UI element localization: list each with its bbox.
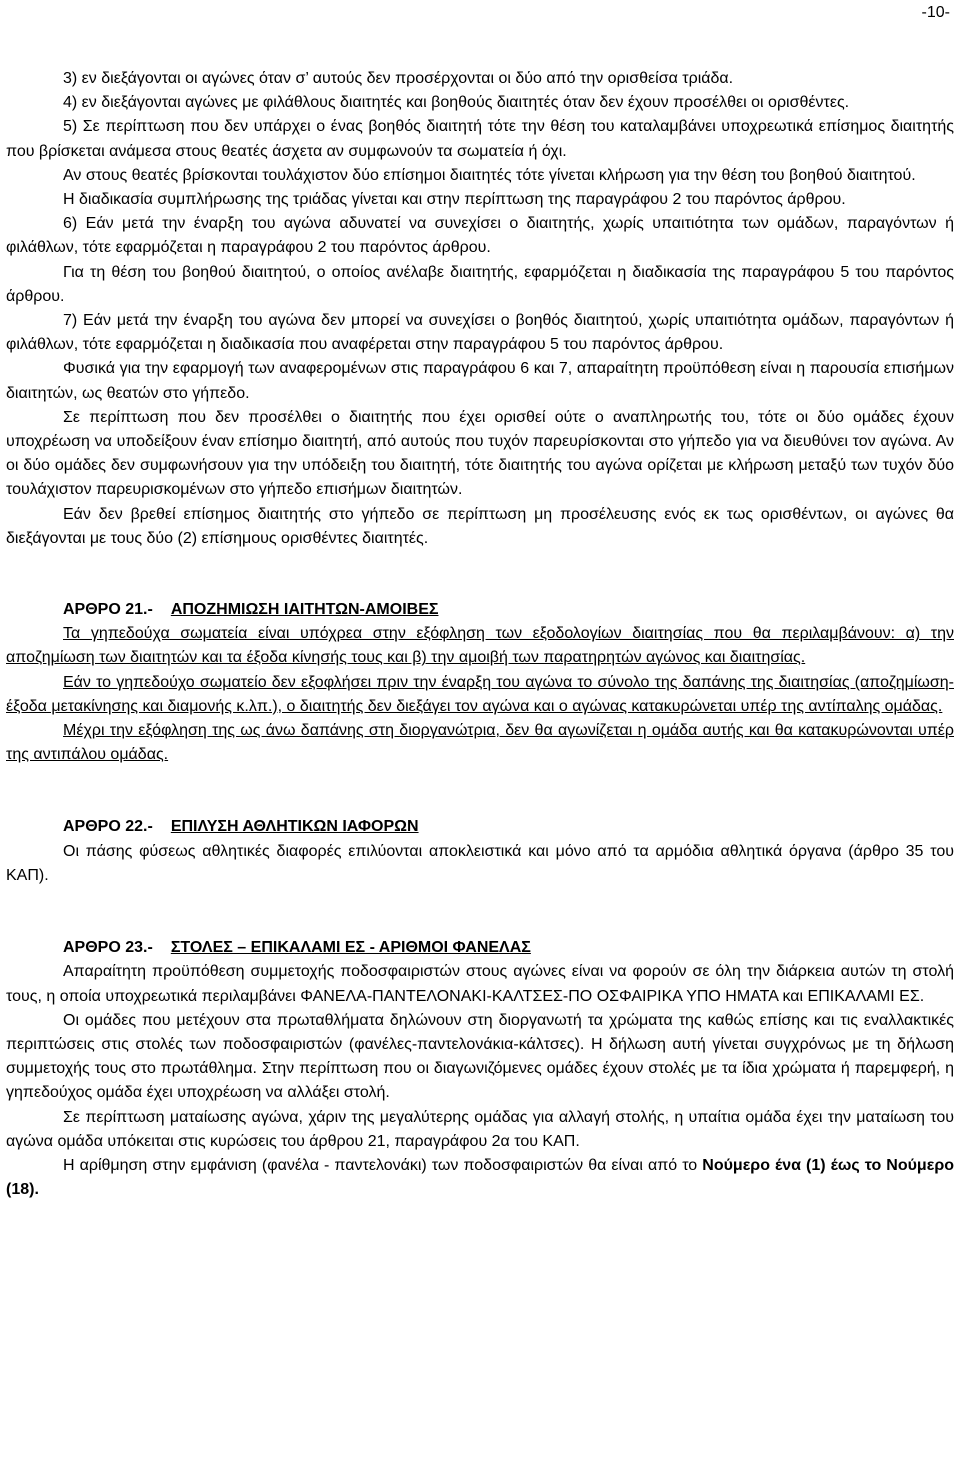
article-21-paragraph-3: Μέχρι την εξόφληση της ως άνω δαπάνης στη διοργανώτρια, δεν θα αγωνίζεται η ομάδα αυτής και θα κατακυρώνονται υπέρ της αντιπάλου ομάδας.: [6, 722, 954, 764]
article-23-label: ΑΡΘΡΟ 23.-: [63, 939, 153, 957]
spacer: [6, 767, 954, 815]
article-22-title: ΕΠΙΛΥΣΗ ΑΘΛΗΤΙΚΩΝ ΙΑΦΟΡΩΝ: [170, 818, 419, 836]
article-21-heading: [6, 598, 954, 622]
paragraph-rule-7-precondition: Φυσικά για την εφαρμογή των αναφερομένων στις παραγράφου 6 και 7, απαραίτητη προϋπόθεση είναι η παρουσία επισήμων διαιτητών, ως θεατών στο γήπεδο.: [6, 360, 954, 402]
article-21-paragraph-2: Εάν το γηπεδούχο σωματείο δεν εξοφλήσει πριν την έναρξη του αγώνα το σύνολο της δαπάνης της διαιτησίας (αποζημίωση-έξοδα μετακίνησης και διαμονής κ.λπ.), ο διαιτητής δεν διεξάγει τον αγώνα και ο αγώνας κατακυρώνεται υπέρ της αντίπαλης ομάδας.: [6, 673, 954, 715]
document-body: [6, 67, 954, 1202]
article-23-title: ΣΤΟΛΕΣ – ΕΠΙΚΑΛΑΜΙ ΕΣ - ΑΡΙΘΜΟΙ ΦΑΝΕΛΑΣ: [170, 939, 531, 957]
article-21-title: ΑΠΟΖΗΜΙΩΣΗ ΙΑΙΤΗΤΩΝ-ΑΜΟΙΒΕΣ: [170, 601, 439, 619]
paragraph-rule-5-procedure: Η διαδικασία συμπλήρωσης της τριάδας γίνεται και στην περίπτωση της παραγράφου 2 του παρόντος άρθρου.: [63, 191, 846, 209]
numbering-range: Νούμερο ένα (1) έως το Νούμερο (18).: [6, 1156, 954, 1199]
spacer: [6, 888, 954, 936]
article-23-paragraph-2: Οι ομάδες που μετέχουν στα πρωταθλήματα δηλώνουν στη διοργανωτή τα χρώματα της καθώς επίσης και τις εναλλακτικές περιπτώσεις στις στολές των ποδοσφαιριστών (φανέλες-παντελονάκια-κάλτσες). Η δήλωση αυτή γίνεται συγχρόνως με τη δήλωση συμμετοχής τους στο πρωτάθλημα. Στην περίπτωση που οι διαγωνιζόμενες ομάδες έχουν στολές με τα ίδια χρώματα ή παρεμφερή, η γηπεδούχος ομάδα έχει υποχρέωση να αλλάξει στολή.: [6, 1011, 954, 1102]
article-22-heading: [6, 815, 954, 839]
article-21-label: ΑΡΘΡΟ 21.-: [63, 601, 153, 619]
article-23-heading: [6, 936, 954, 960]
article-23-paragraph-4: [6, 1154, 954, 1202]
paragraph-rule-5-spectators: Αν στους θεατές βρίσκονται τουλάχιστον δύο επίσημοι διαιτητές τότε γίνεται κλήρωση για την θέση του βοηθού διαιτητού.: [63, 166, 916, 184]
numbering-text: Η αρίθμηση στην εμφάνιση (φανέλα - παντελονάκι) των ποδοσφαιριστών θα είναι από το: [63, 1156, 703, 1174]
article-23-paragraph-3: Σε περίπτωση ματαίωσης αγώνα, χάριν της μεγαλύτερης ομάδας για αλλαγή στολής, η υπαίτια ομάδα έχει την ματαίωση του αγώνα ομάδα υπόκειται στις κυρώσεις του άρθρου 21, παραγράφου 2α του ΚΑΠ.: [6, 1108, 954, 1150]
paragraph-absent-referee: Σε περίπτωση που δεν προσέλθει ο διαιτητής που έχει ορισθεί ούτε ο αναπληρωτής του, τότε οι δύο ομάδες έχουν υποχρέωση να υποδείξουν έναν επίσημο διαιτητή, από αυτούς που τυχόν παρευρίσκονται στο γήπεδο για να διευθύνει τον αγώνα. Αν οι δύο ομάδες δεν συμφωνήσουν για την υπόδειξη του διαιτητή, τότε διαιτητής του αγώνα ορίζεται με κλήρωση μεταξύ των τυχόν δύο τουλάχιστον παρευρισκομένων στο γήπεδο επισήμων διαιτητών.: [6, 408, 954, 499]
paragraph-rule-5: 5) Σε περίπτωση που δεν υπάρχει ο ένας βοηθός διαιτητή τότε την θέση του καταλαμβάνει υποχρεωτικά επίσημος διαιτητής που βρίσκεται ανάμεσα στους θεατές άσχετα αν συμφωνούν τα σωματεία ή όχι.: [6, 118, 954, 160]
article-22-label: ΑΡΘΡΟ 22.-: [63, 818, 153, 836]
paragraph-rule-6: 6) Εάν μετά την έναρξη του αγώνα αδυνατεί να συνεχίσει ο διαιτητής, χωρίς υπαιτιότητα των ομάδων, παραγόντων ή φιλάθλων, τότε εφαρμόζεται η παραγράφου 2 του παρόντος άρθρου.: [6, 215, 954, 257]
article-21-paragraph-1: Τα γηπεδούχα σωματεία είναι υπόχρεα στην εξόφληση των εξοδολογίων διαιτησίας που θα περιλαμβάνουν: α) την αποζημίωση των διαιτητών και τα έξοδα κίνησής τους και β) την αμοιβή των παρατηρητών αγώνος και διαιτησίας.: [6, 625, 954, 667]
article-22-paragraph-1: Οι πάσης φύσεως αθλητικές διαφορές επιλύονται αποκλειστικά και μόνο από τα αρμόδια αθλητικά όργανα (άρθρο 35 του ΚΑΠ).: [6, 842, 954, 884]
article-23-paragraph-1: Απαραίτητη προϋπόθεση συμμετοχής ποδοσφαιριστών στους αγώνες είναι να φορούν σε όλη την διάρκεια αυτών τη στολή τους, η οποία υποχρεωτικά περιλαμβάνει ΦΑΝΕΛΑ-ΠΑΝΤΕΛΟΝΑΚΙ-ΚΑΛΤΣΕΣ-ΠΟ ΟΣΦΑΙΡΙΚΑ ΥΠΟ ΗΜΑΤΑ και ΕΠΙΚΑΛΑΜΙ ΕΣ.: [6, 963, 954, 1005]
paragraph-rule-3: 3) εν διεξάγονται οι αγώνες όταν σ’ αυτούς δεν προσέρχονται οι δύο από την ορισθείσα τριάδα.: [63, 70, 734, 87]
page-number: -10-: [921, 4, 950, 21]
paragraph-rule-7: 7) Εάν μετά την έναρξη του αγώνα δεν μπορεί να συνεχίσει ο βοηθός διαιτητού, χωρίς υπαιτιότητα ομάδων, παραγόντων ή φιλάθλων, τότε εφαρμόζεται η διαδικασία που αναφέρεται στην παραγράφου 5 του παρόντος άρθρου.: [6, 312, 954, 354]
spacer: [6, 551, 954, 598]
paragraph-rule-4: 4) εν διεξάγονται αγώνες με φιλάθλους διαιτητές και βοηθούς διαιτητές όταν δεν έχουν προσέλθει οι ορισθέντες.: [63, 94, 850, 112]
paragraph-rule-6-assistant: Για τη θέση του βοηθού διαιτητού, ο οποίος ανέλαβε διαιτητής, εφαρμόζεται η διαδικασία της παραγράφου 5 του παρόντος άρθρου.: [6, 263, 954, 305]
paragraph-no-official-referee: Εάν δεν βρεθεί επίσημος διαιτητής στο γήπεδο σε περίπτωση μη προσέλευσης ενός εκ τως ορισθέντων, οι αγώνες θα διεξάγονται με τους δύο (2) επίσημους ορισθέντες διαιτητές.: [6, 505, 954, 547]
